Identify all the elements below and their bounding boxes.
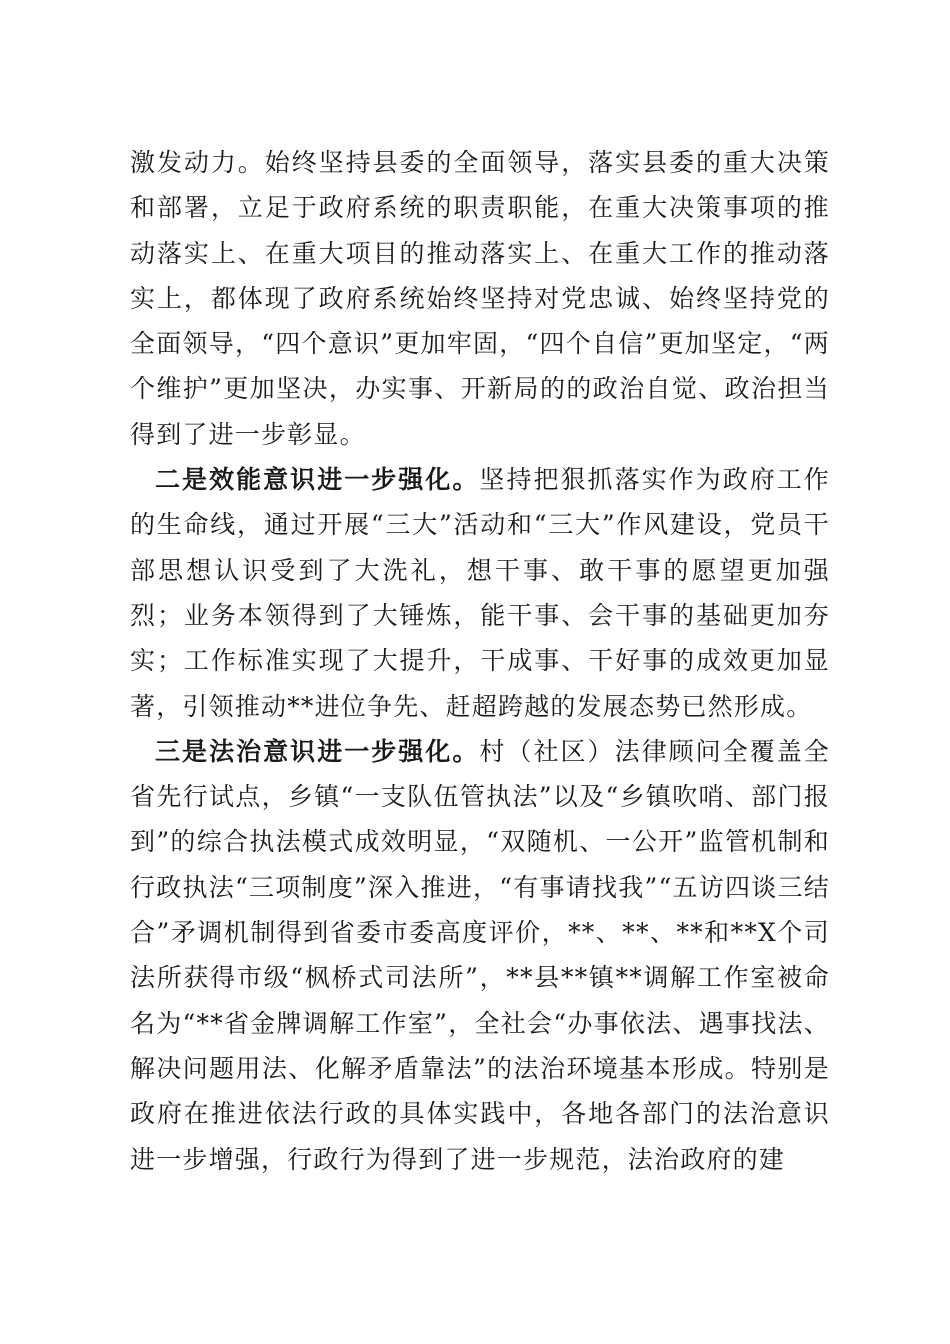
paragraph-text: 激发动力。始终坚持县委的全面领导，落实县委的重大决策和部署，立足于政府系统的职责职能，在重大决策事项的推动落实上、在重大项目的推动落实上、在重大工作的推动落实上，都体现了政府系统始终坚持对党忠诚、始终坚持党的全面领导，“四个意识”更加牢固，“四个自信”更加坚定，“两个维护”更加坚决，办实事、开新局的的政治自觉、政治担当得到了进一步彰显。 [130, 148, 830, 449]
paragraph-rule-of-law [130, 729, 830, 1182]
paragraph-continuation [130, 140, 830, 457]
paragraph-text: 坚持把狠抓落实作为政府工作的生命线，通过开展“三大”活动和“三大”作风建设，党员干部思想认识受到了大洗礼，想干事、敢干事的愿望更加强烈；业务本领得到了大锤炼，能干事、会干事的基础更加夯实；工作标准实现了大提升，干成事、干好事的成效更加显著，引领推动**进位争先、赶超跨越的发展态势已然形成。 [130, 465, 830, 721]
paragraph-text: 村（社区）法律顾问全覆盖全省先行试点，乡镇“一支队伍管执法”以及“乡镇吹哨、部门报到”的综合执法模式成效明显，“双随机、一公开”监管机制和行政执法“三项制度”深入推进，“有事请找我”“五访四谈三结合”矛调机制得到省委市委高度评价，**、**、**和**X个司法所获得市级“枫桥式司法所”，**县**镇**调解工作室被命名为“**省金牌调解工作室”，全社会“办事依法、遇事找法、解决问题用法、化解矛盾靠法”的法治环境基本形成。特别是政府在推进依法行政的具体实践中，各地各部门的法治意识进一步增强，行政行为得到了进一步规范，法治政府的建 [130, 736, 830, 1174]
body-text [130, 140, 830, 1182]
paragraph-lead: 三是法治意识进一步强化。 [155, 736, 480, 766]
paragraph-lead: 二是效能意识进一步强化。 [155, 465, 480, 495]
paragraph-efficiency [130, 457, 830, 729]
